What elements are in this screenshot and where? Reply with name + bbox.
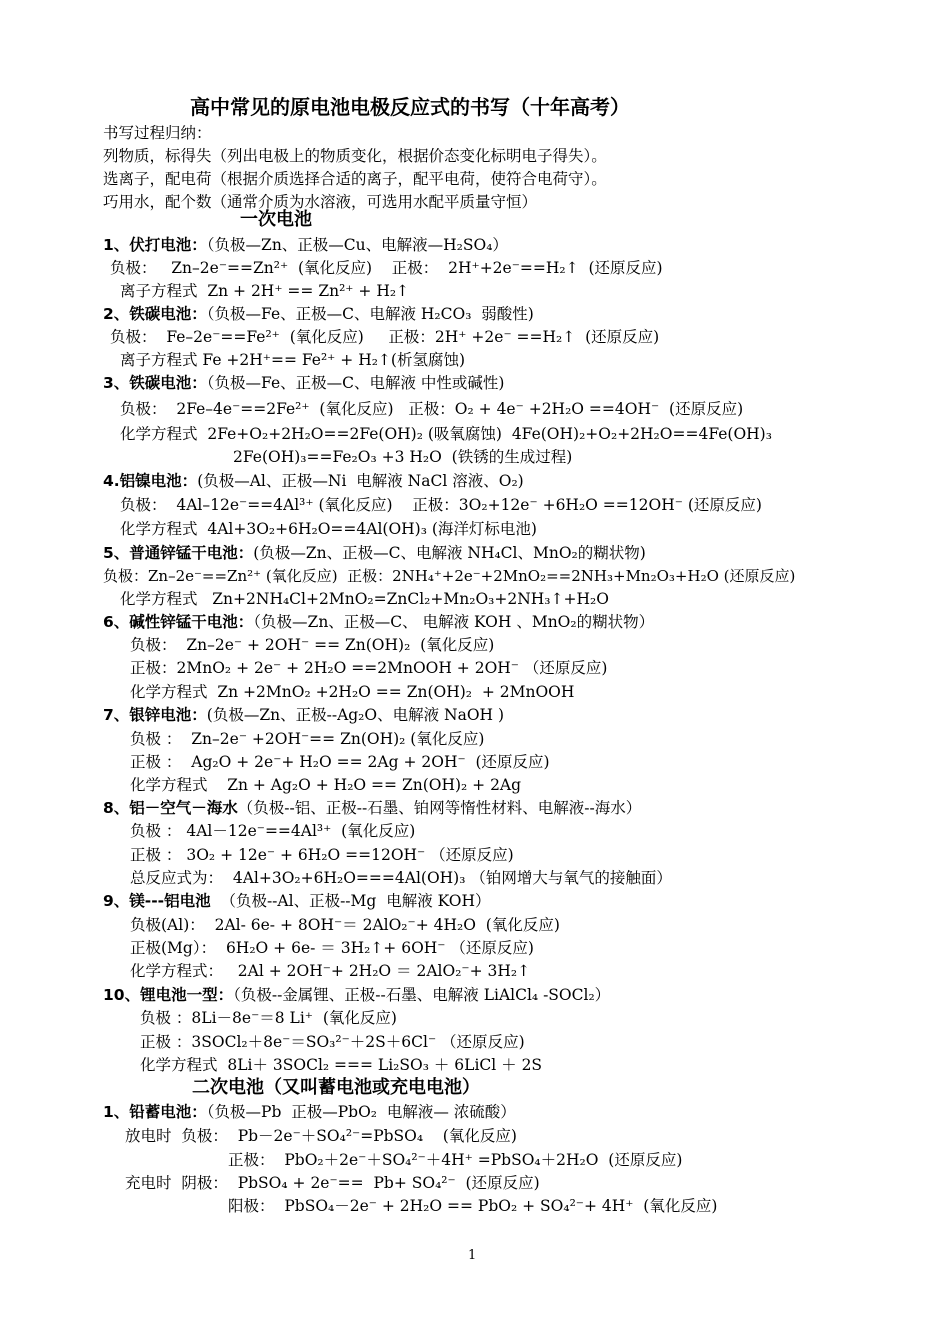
equation-line: 负极： Fe–2e⁻==Fe²⁺ (氧化反应) 正极：2H⁺ +2e⁻ ==H₂↑ (还原反应) — [110, 328, 660, 346]
battery-name: 1、铅蓄电池： — [103, 1103, 207, 1121]
battery-heading — [103, 797, 641, 820]
intro-line: 书写过程归纳： — [103, 124, 212, 142]
equation-line: 负极：Zn–2e⁻==Zn²⁺ (氧化反应) 正极：2NH₄⁺+2e⁻+2MnO₂==2NH₃+Mn₂O₃+H₂O (还原反应) — [103, 567, 796, 585]
battery-description: （负极—Fe、正极—C、电解液 H₂CO₃ 弱酸性) — [206, 305, 534, 323]
battery-heading — [103, 890, 491, 913]
page-title: 高中常见的原电池电极反应式的书写（十年高考） — [190, 95, 630, 119]
battery-description: （负极—Fe、正极—C、电解液 中性或碱性) — [206, 374, 505, 392]
battery-heading — [103, 984, 610, 1007]
battery-description: （负极--铝、正极--石墨、铂网等惰性材料、电解液--海水） — [237, 799, 642, 817]
equation-line: 阳极： PbSO₄－2e⁻ + 2H₂O == PbO₂ + SO₄²⁻+ 4H⁺ (氧化反应) — [228, 1197, 718, 1215]
battery-heading — [103, 372, 504, 395]
battery-description: (负极—Zn、正极—C、电解液 NH₄Cl、MnO₂的糊状物) — [253, 544, 646, 562]
equation-line: 正极：2MnO₂ + 2e⁻ + 2H₂O ==2MnOOH + 2OH⁻ （还原反应) — [130, 659, 608, 677]
battery-heading — [103, 611, 654, 634]
equation-line: 正极(Mg）： 6H₂O + 6e- ＝ 3H₂↑+ 6OH⁻ （还原反应) — [130, 939, 534, 957]
equation-line: 总反应式为： 4Al+3O₂+6H₂O===4Al(OH)₃ （铂网增大与氧气的接触面） — [130, 869, 672, 887]
section-heading-primary: 一次电池 — [240, 209, 312, 230]
battery-name: 6、碱性锌锰干电池： — [103, 613, 254, 631]
equation-line: 负极 ：8Li－8e⁻＝8 Li⁺ (氧化反应) — [140, 1009, 397, 1027]
battery-heading — [103, 234, 508, 257]
equation-line: 化学方程式 8Li＋ 3SOCl₂ === Li₂SO₃ ＋ 6LiCl ＋ 2S — [140, 1056, 543, 1074]
equation-line: 化学方程式 4Al+3O₂+6H₂O==4Al(OH)₃ (海洋灯标电池) — [120, 520, 537, 538]
battery-description: (负极—Zn、正极--Ag₂O、电解液 NaOH ) — [206, 706, 505, 724]
equation-line: 化学方程式 Zn + Ag₂O + H₂O == Zn(OH)₂ + 2Ag — [130, 776, 522, 794]
battery-heading — [103, 1101, 516, 1124]
equation-line: 离子方程式 Zn + 2H⁺ == Zn²⁺ + H₂↑ — [120, 282, 410, 300]
battery-heading — [103, 704, 504, 727]
equation-line: 正极 ： Ag₂O + 2e⁻+ H₂O == 2Ag + 2OH⁻ (还原反应) — [130, 753, 550, 771]
intro-line: 巧用水，配个数（通常介质为水溶液，可选用水配平质量守恒） — [103, 193, 538, 211]
equation-line: 充电时 阴极： PbSO₄ + 2e⁻== Pb+ SO₄²⁻ (还原反应) — [125, 1174, 540, 1192]
equation-line: 化学方程式 Zn+2NH₄Cl+2MnO₂=ZnCl₂+Mn₂O₃+2NH₃↑+H₂O — [120, 590, 609, 608]
equation-line: 负极： 4Al–12e⁻==4Al³⁺ (氧化反应) 正极：3O₂+12e⁻ +6H₂O ==12OH⁻ (还原反应) — [120, 496, 762, 514]
equation-line: 正极 ：3SOCl₂＋8e⁻＝SO₃²⁻＋2S＋6Cl⁻ （还原反应) — [140, 1033, 525, 1051]
equation-line: 负极 ： Zn–2e⁻ +2OH⁻== Zn(OH)₂ (氧化反应) — [130, 730, 485, 748]
battery-name: 1、伏打电池： — [103, 236, 207, 254]
battery-name: 3、铁碳电池： — [103, 374, 207, 392]
battery-name: 5、普通锌锰干电池： — [103, 544, 254, 562]
battery-description: （负极--Al、正极--Mg 电解液 KOH） — [210, 892, 491, 910]
battery-description: (负极—Al、正极—Ni 电解液 NaCl 溶液、O₂) — [197, 472, 524, 490]
equation-line: 负极 ： 4Al－12e⁻==4Al³⁺ (氧化反应) — [130, 822, 416, 840]
equation-line: 正极： PbO₂＋2e⁻＋SO₄²⁻＋4H⁺ =PbSO₄＋2H₂O (还原反应) — [228, 1151, 683, 1169]
equation-line: 化学方程式 Zn +2MnO₂ +2H₂O == Zn(OH)₂ + 2MnOOH — [130, 683, 575, 701]
equation-line: 化学方程式 2Fe+O₂+2H₂O==2Fe(OH)₂ (吸氧腐蚀) 4Fe(OH)₂+O₂+2H₂O==4Fe(OH)₃ — [120, 425, 772, 443]
equation-line: 化学方程式： 2Al + 2OH⁻+ 2H₂O ＝ 2AlO₂⁻+ 3H₂↑ — [130, 962, 531, 980]
battery-description: （负极—Pb 正极—PbO₂ 电解液— 浓硫酸） — [206, 1103, 516, 1121]
equation-line: 正极 ： 3O₂ + 12e⁻ + 6H₂O ==12OH⁻ （还原反应) — [130, 846, 514, 864]
battery-heading — [103, 542, 646, 565]
battery-heading — [103, 470, 524, 493]
equation-line: 2Fe(OH)₃==Fe₂O₃ +3 H₂O (铁锈的生成过程) — [233, 448, 573, 466]
equation-line: 负极： Zn–2e⁻ + 2OH⁻ == Zn(OH)₂ (氧化反应) — [130, 636, 495, 654]
battery-name: 2、铁碳电池： — [103, 305, 207, 323]
equation-line: 负极： 2Fe–4e⁻==2Fe²⁺ (氧化反应) 正极：O₂ + 4e⁻ +2H₂O ==4OH⁻ (还原反应) — [120, 400, 744, 418]
equation-line: 负极： Zn–2e⁻==Zn²⁺ (氧化反应) 正极： 2H⁺+2e⁻==H₂↑ (还原反应) — [110, 259, 663, 277]
intro-line: 选离子，配电荷（根据介质选择合适的离子，配平电荷，使符合电荷守）。 — [103, 170, 607, 188]
battery-name: 9、镁---铝电池 — [103, 892, 211, 910]
equation-line: 负极(Al)： 2Al- 6e- + 8OH⁻＝ 2AlO₂⁻+ 4H₂O (氧化反应) — [130, 916, 560, 934]
battery-description: （负极—Zn、正极—Cu、电解液—H₂SO₄） — [206, 236, 508, 254]
battery-description: （负极—Zn、正极—C、 电解液 KOH 、MnO₂的糊状物） — [253, 613, 655, 631]
equation-line: 放电时 负极： Pb－2e⁻＋SO₄²⁻=PbSO₄ (氧化反应) — [125, 1127, 517, 1145]
section-heading-secondary: 二次电池（又叫蓄电池或充电电池） — [192, 1077, 480, 1098]
battery-name: 8、铝－空气－海水 — [103, 799, 238, 817]
battery-name: 4.铝镍电池： — [103, 472, 198, 490]
intro-line: 列物质，标得失（列出电极上的物质变化，根据价态变化标明电子得失）。 — [103, 147, 607, 165]
page-number: 1 — [468, 1248, 477, 1263]
battery-heading — [103, 303, 534, 326]
battery-name: 7、银锌电池： — [103, 706, 207, 724]
equation-line: 离子方程式 Fe +2H⁺== Fe²⁺ + H₂↑(析氢腐蚀) — [120, 351, 466, 369]
battery-description: （负极--金属锂、正极--石墨、电解液 LiAlCl₄ -SOCl₂） — [233, 986, 611, 1004]
battery-name: 10、锂电池一型： — [103, 986, 234, 1004]
